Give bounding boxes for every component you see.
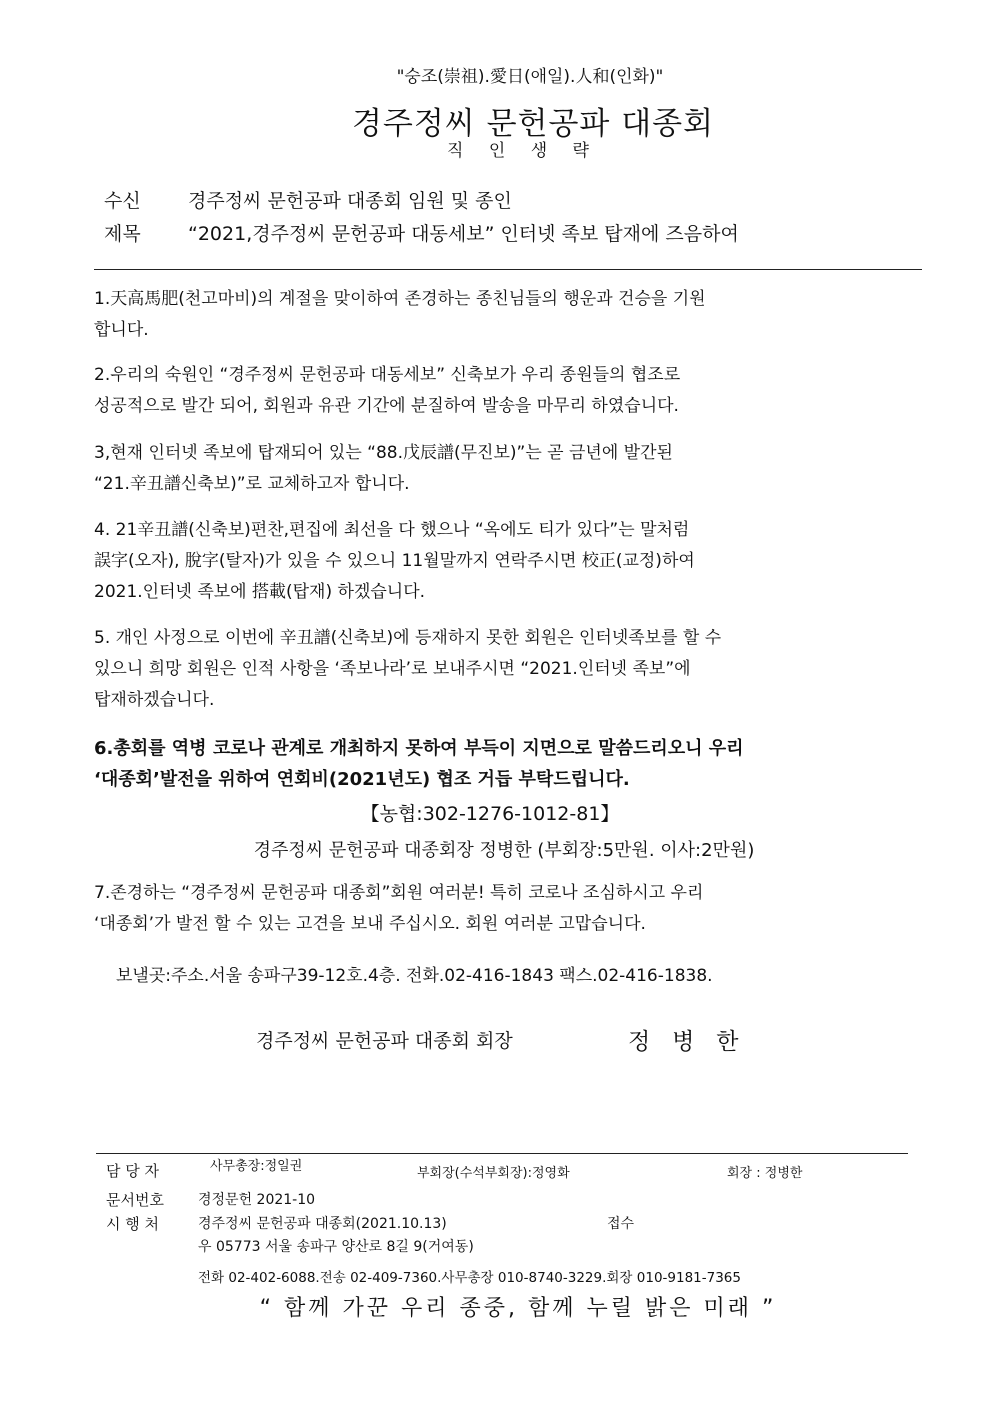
paragraph-3 [94, 438, 894, 500]
recipient-label: 수신 [104, 190, 141, 212]
motto: "숭조(崇祖).愛日(애일).人和(인화)" [396, 67, 664, 87]
recipient: 경주정씨 문헌공파 대종회 임원 및 종인 [188, 190, 512, 212]
paragraph-2-line: 성공적으로 발간 되어, 회원과 유관 기간에 분질하여 발송을 마무리 하였습니다. [94, 396, 679, 416]
header-divider [94, 269, 922, 270]
seal-omitted-note: 직 인 생 략 [447, 141, 599, 161]
paragraph-1 [94, 284, 894, 346]
doc-number-label: 문서번호 [106, 1191, 164, 1209]
paragraph-6-line: 6.총회를 역병 코로나 관계로 개최하지 못하여 부득이 지면으로 말씀드리오니 우리 [94, 738, 744, 759]
paragraph-6 [94, 733, 894, 795]
subject: “2021,경주정씨 문헌공파 대동세보” 인터넷 족보 탑재에 즈음하여 [188, 223, 739, 245]
contact-numbers: 전화 02-402-6088.전송 02-409-7360.사무총장 010-8740-3229.회장 010-9181-7365 [198, 1270, 741, 1286]
signature-name: 정 병 한 [628, 1029, 739, 1055]
footer-divider [96, 1153, 908, 1154]
send-to-address: 보낼곳:주소.서울 송파구39-12호.4층. 전화.02-416-1843 팩스.02-416-1838. [116, 966, 713, 986]
handler-label: 담 당 자 [106, 1162, 160, 1180]
paragraph-7-line: ‘대종회’가 발전 할 수 있는 고견을 보내 주십시오. 회원 여러분 고맙습니다. [94, 914, 646, 934]
paragraph-7 [94, 878, 894, 940]
paragraph-3-line: 3,현재 인터넷 족보에 탑재되어 있는 “88.戊辰譜(무진보)”는 곧 금년에 발간된 [94, 443, 673, 463]
paragraph-5 [94, 623, 894, 716]
paragraph-7-line: 7.존경하는 “경주정씨 문헌공파 대종회”회원 여러분! 특히 코로나 조심하시고 우리 [94, 883, 704, 903]
paragraph-5-line: 있으니 희망 회원은 인적 사항을 ‘족보나라’로 보내주시면 “2021.인터넷 족보”에 [94, 659, 691, 679]
account-holder: 경주정씨 문헌공파 대종회장 정병한 (부회장:5만원. 이사:2만원) [253, 840, 755, 861]
issuer: 경주정씨 문헌공파 대종회(2021.10.13) [198, 1216, 447, 1232]
paragraph-4 [94, 515, 894, 608]
organization-title: 경주정씨 문헌공파 대종회 [351, 106, 715, 142]
paragraph-1-line: 1.天高馬肥(천고마비)의 계절을 맞이하여 존경하는 종친님들의 행운과 건승을 기원 [94, 289, 706, 309]
bank-account: 【농협:302-1276-1012-81】 [360, 803, 620, 825]
paragraph-4-line: 2021.인터넷 족보에 搭載(탑재) 하겠습니다. [94, 582, 426, 602]
handler: 사무총장:정일권 [210, 1159, 303, 1174]
signature-title: 경주정씨 문헌공파 대종회 회장 [256, 1030, 513, 1052]
president: 회장 : 정병한 [727, 1166, 803, 1181]
slogan: “ 함께 가꾼 우리 종중, 함께 누릴 밝은 미래 ” [259, 1296, 777, 1321]
paragraph-2-line: 2.우리의 숙원인 “경주정씨 문헌공파 대동세보” 신축보가 우리 종원들의 협조로 [94, 365, 681, 385]
office-address: 우 05773 서울 송파구 양산로 8길 9(거여동) [198, 1239, 474, 1255]
paragraph-1-line: 합니다. [94, 320, 149, 340]
subject-label: 제목 [104, 223, 141, 245]
doc-number: 경정문헌 2021-10 [198, 1192, 316, 1208]
vice-president: 부회장(수석부회장):정영화 [417, 1166, 570, 1181]
paragraph-4-line: 4. 21辛丑譜(신축보)편찬,편집에 최선을 다 했으나 “옥에도 티가 있다”는 말처럼 [94, 520, 690, 540]
receipt-label: 접수 [607, 1216, 635, 1232]
paragraph-5-line: 탑재하겠습니다. [94, 690, 215, 710]
paragraph-6-line: ‘대종회’발전을 위하여 연회비(2021년도) 협조 거듭 부탁드립니다. [94, 769, 630, 790]
paragraph-2 [94, 360, 894, 422]
paragraph-5-line: 5. 개인 사정으로 이번에 辛丑譜(신축보)에 등재하지 못한 회원은 인터넷족보를 할 수 [94, 628, 722, 648]
issuer-label: 시 행 처 [106, 1215, 160, 1233]
paragraph-3-line: “21.辛丑譜신축보)”로 교체하고자 합니다. [94, 474, 410, 494]
paragraph-4-line: 誤字(오자), 脫字(탈자)가 있을 수 있으니 11월말까지 연락주시면 校正(교정)하여 [94, 551, 695, 571]
